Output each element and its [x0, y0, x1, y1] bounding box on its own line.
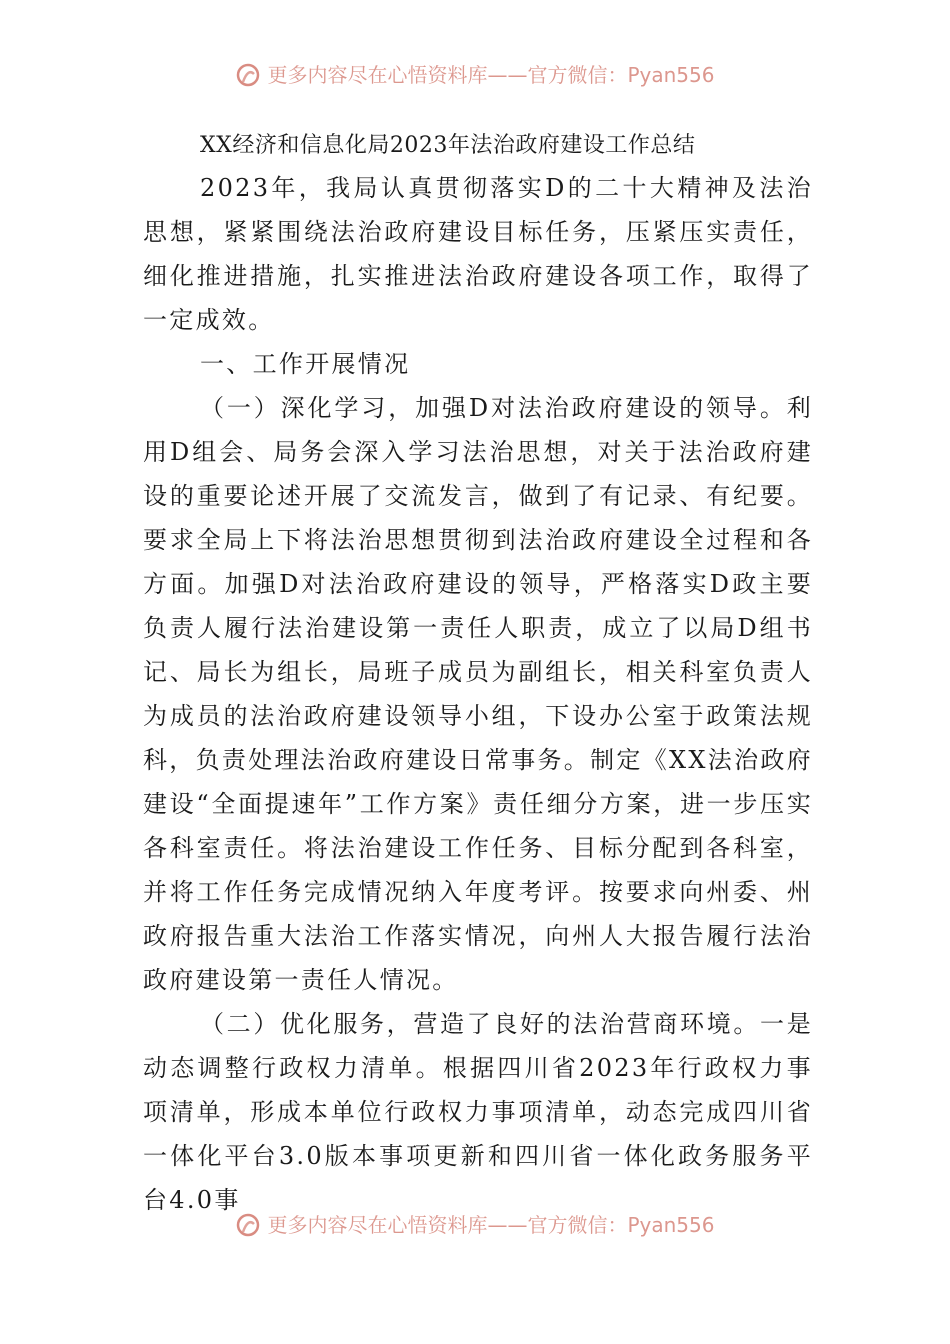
paragraph-section-1: （一）深化学习，加强D对法治政府建设的领导。利用D组会、局务会深入学习法治思想，对关于法治政府建设的重要论述开展了交流发言，做到了有记录、有纪要。要求全局上下将法治思想贯彻到法治政府建设全过程和各方面。加强D对法治政府建设的领导，严格落实D政主要负责人履行法治建设第一责任人职责，成立了以局D组书记、局长为组长，局班子成员为副组长，相关科室负责人为成员的法治政府建设领导小组，下设办公室于政策法规科，负责处理法治政府建设日常事务。制定《XX法治政府建设“全面提速年”工作方案》责任细分方案，进一步压实各科室责任。将法治建设工作任务、目标分配到各科室，并将工作任务完成情况纳入年度考评。按要求向州委、州政府报告重大法治工作落实情况，向州人大报告履行法治政府建设第一责任人情况。 — [143, 394, 813, 994]
paragraph-intro: 2023年，我局认真贯彻落实D的二十大精神及法治思想，紧紧围绕法治政府建设目标任务，压紧压实责任，细化推进措施，扎实推进法治政府建设各项工作，取得了一定成效。 — [143, 174, 813, 334]
watermark-top — [0, 58, 950, 88]
watermark-text: 更多内容尽在心悟资料库——官方微信：Pyan556 — [267, 62, 715, 87]
watermark-bottom — [0, 1208, 950, 1238]
paragraph-section-2: （二）优化服务，营造了良好的法治营商环境。一是动态调整行政权力清单。根据四川省2023年行政权力事项清单，形成本单位行政权力事项清单，动态完成四川省一体化平台3.0版本事项更新和四川省一体化政务服务平台4.0事 — [143, 1010, 813, 1214]
watermark-logo-icon — [235, 62, 261, 88]
watermark-logo-icon — [235, 1212, 261, 1238]
watermark-text: 更多内容尽在心悟资料库——官方微信：Pyan556 — [267, 1212, 715, 1237]
section-heading: 一、工作开展情况 — [200, 350, 411, 378]
document-body — [143, 126, 813, 1222]
document-title: XX经济和信息化局2023年法治政府建设工作总结 — [200, 133, 696, 158]
